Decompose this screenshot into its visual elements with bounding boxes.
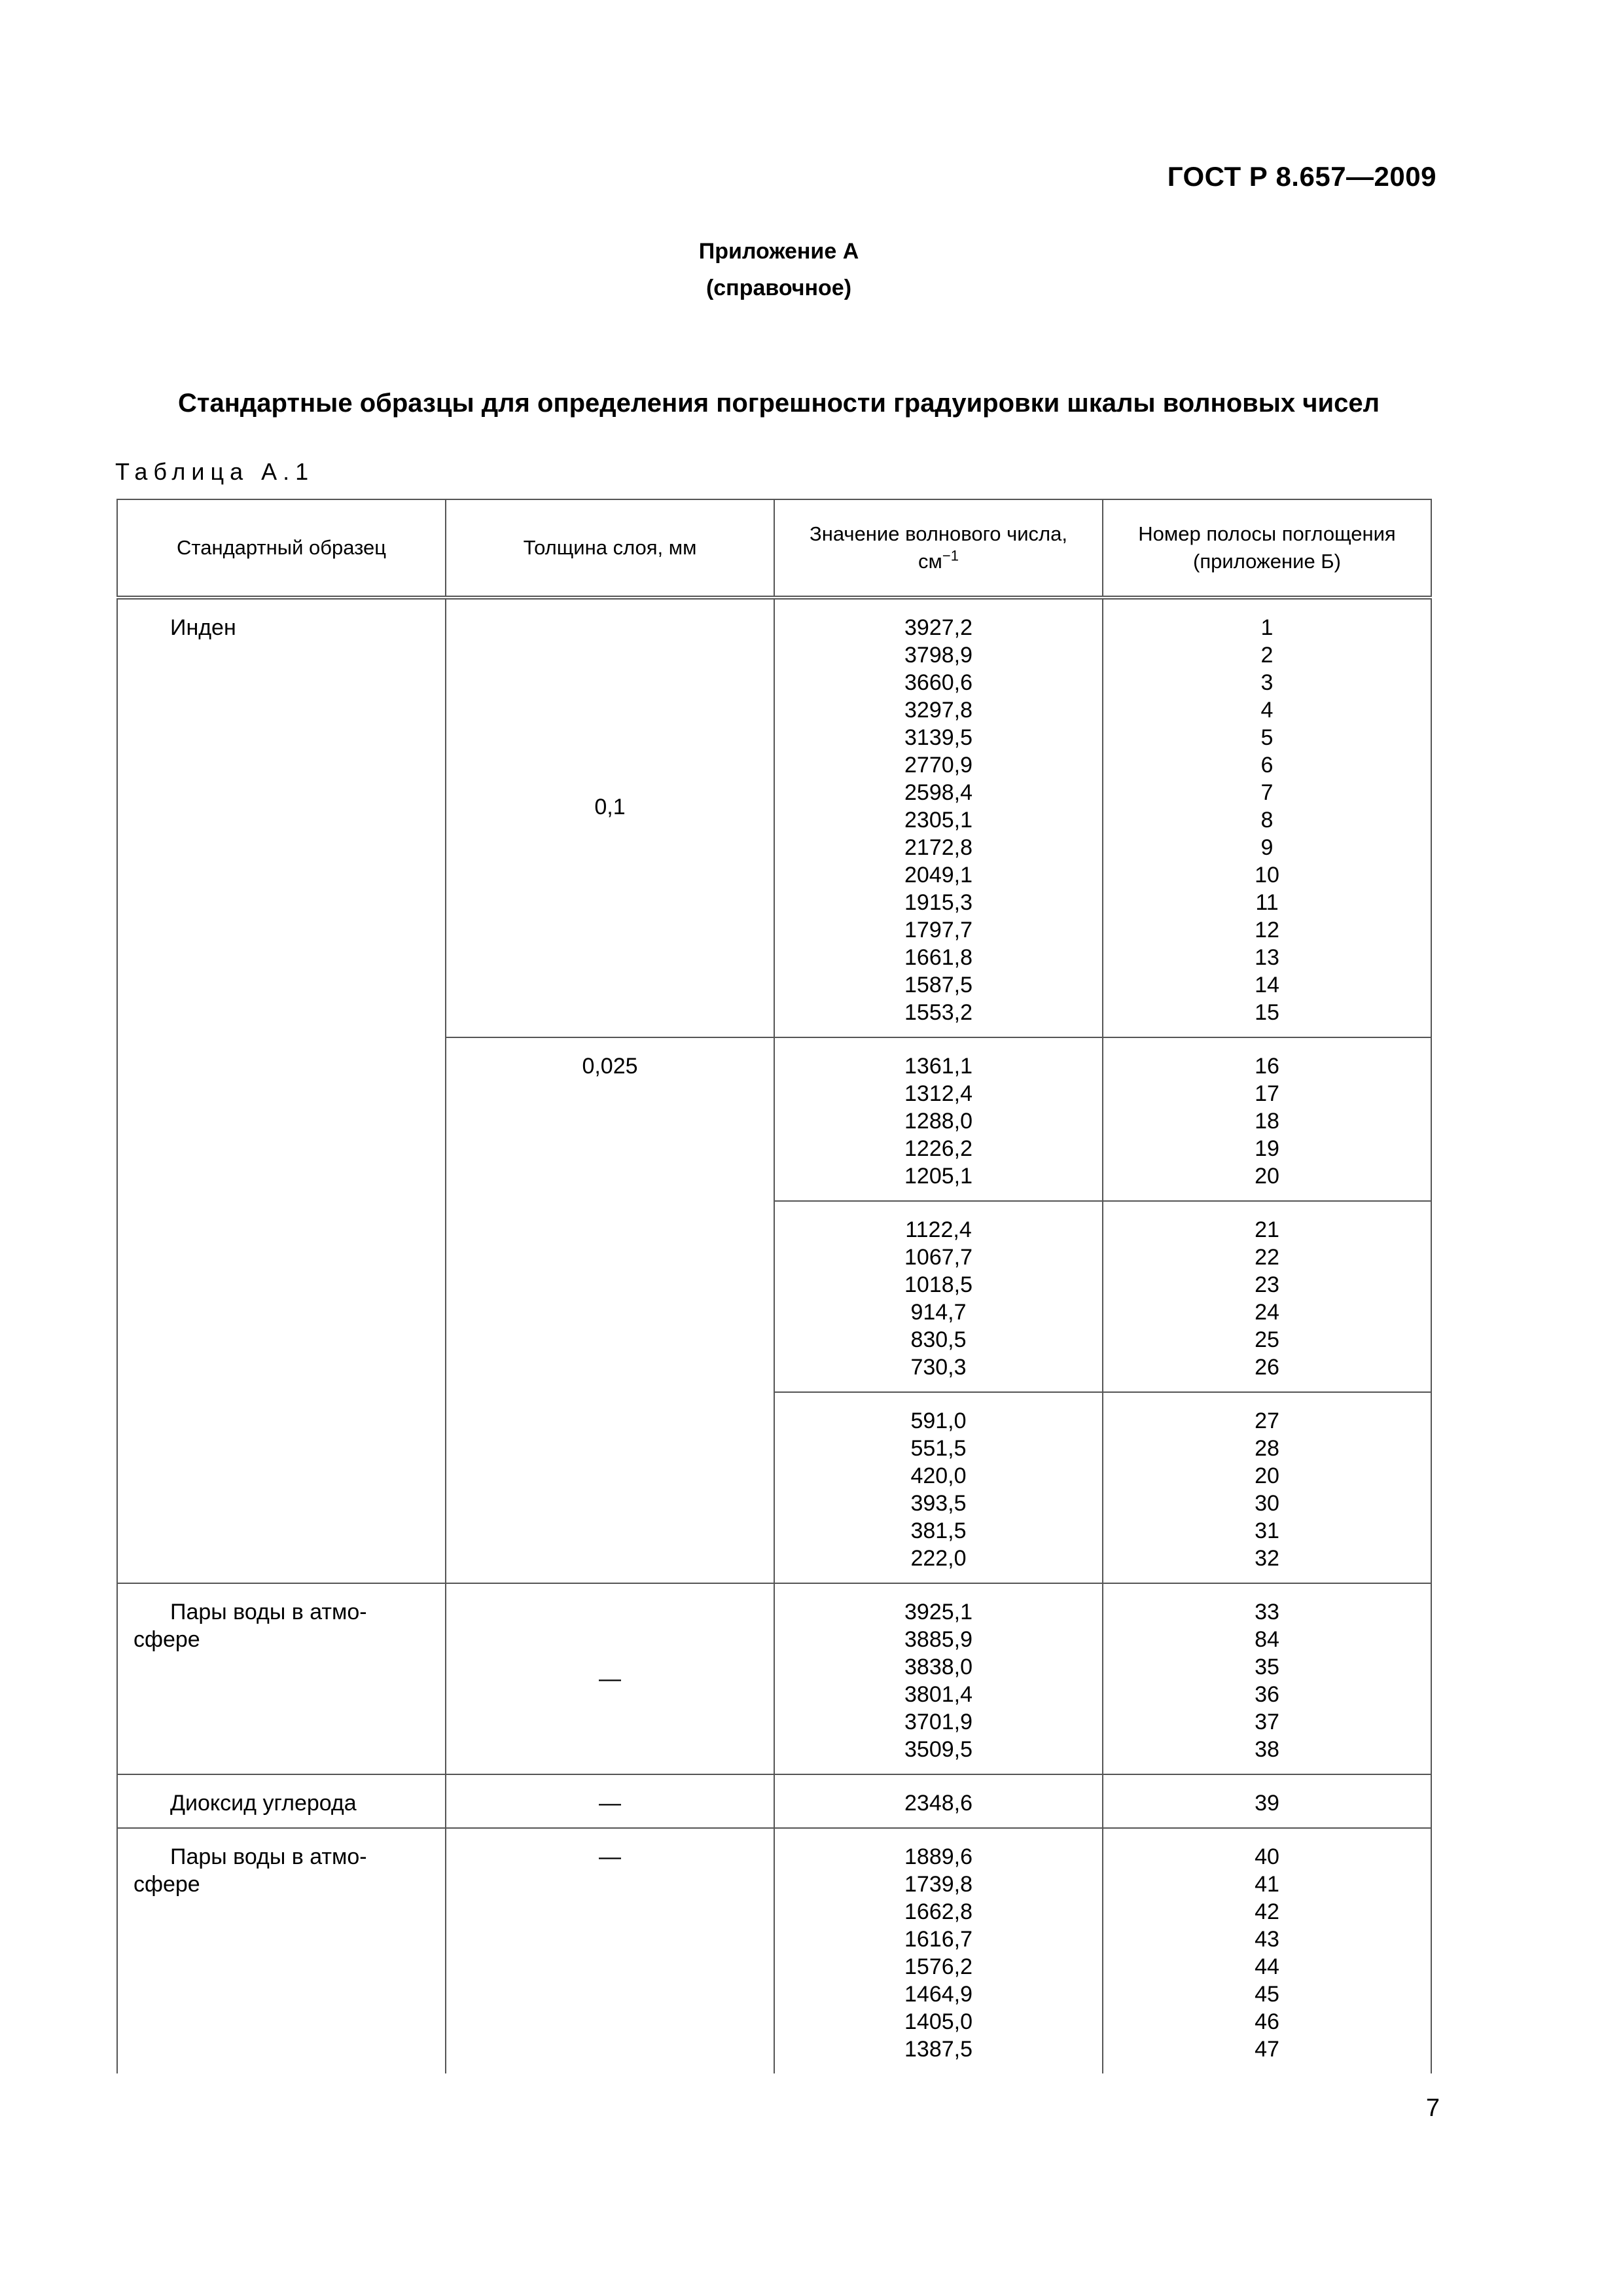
- band-number: 24: [1255, 1300, 1279, 1325]
- band-number: 1: [1260, 615, 1274, 640]
- wavenumber-value: 551,5: [910, 1436, 967, 1461]
- wavenumber-value: 3660,6: [904, 670, 972, 695]
- wavenumber-table: [116, 499, 1432, 2073]
- sample-cell: [117, 1583, 446, 1774]
- band-cell: [1103, 1828, 1431, 2073]
- appendix-heading: [0, 233, 1558, 306]
- wavenumber-cell: [774, 1583, 1103, 1774]
- wavenumber-value: 1361,1: [904, 1054, 972, 1079]
- wavenumber-value: 1576,2: [904, 1954, 972, 1979]
- band-number: 36: [1255, 1682, 1279, 1707]
- table-header-row: [117, 499, 1431, 598]
- wavenumber-value: 591,0: [910, 1408, 967, 1433]
- wavenumber-value: 3801,4: [904, 1682, 972, 1707]
- wavenumber-value: 2172,8: [904, 835, 972, 860]
- band-number: 25: [1255, 1327, 1279, 1352]
- band-number: 2: [1260, 643, 1274, 668]
- thickness-value: —: [599, 1844, 621, 1869]
- wavenumber-value: 381,5: [910, 1518, 967, 1543]
- band-number: 38: [1255, 1737, 1279, 1762]
- wavenumber-cell: [774, 1774, 1103, 1828]
- band-cell: [1103, 598, 1431, 1037]
- band-number: 21: [1255, 1217, 1279, 1242]
- band-cell: [1103, 1037, 1431, 1201]
- wavenumber-value: 3297,8: [904, 698, 972, 723]
- wavenumber-value: 2049,1: [904, 863, 972, 888]
- header-sample: Стандартный образец: [117, 499, 446, 598]
- appendix-subtitle: (справочное): [705, 276, 852, 300]
- wavenumber-value: 914,7: [910, 1300, 967, 1325]
- page-number: 7: [1425, 2094, 1440, 2122]
- band-number: 42: [1255, 1899, 1279, 1924]
- wavenumber-value: 1205,1: [904, 1164, 972, 1189]
- band-number: 43: [1255, 1927, 1279, 1952]
- wavenumber-value: 2305,1: [904, 808, 972, 833]
- band-number: 37: [1255, 1710, 1279, 1734]
- band-number: 20: [1255, 1463, 1279, 1488]
- wavenumber-value: 3139,5: [904, 725, 972, 750]
- wavenumber-value: 3885,9: [904, 1627, 972, 1652]
- wavenumber-value: 1312,4: [904, 1081, 972, 1106]
- wavenumber-value: 1915,3: [904, 890, 972, 915]
- wavenumber-value: 2348,6: [904, 1791, 972, 1816]
- document-code: ГОСТ Р 8.657—2009: [1167, 161, 1436, 192]
- sample-name: Диоксид углерода: [170, 1791, 357, 1816]
- band-number: 32: [1255, 1546, 1279, 1571]
- thickness-value: 0,025: [582, 1054, 638, 1079]
- header-wavenumber-unit-sup: −1: [942, 547, 959, 564]
- wavenumber-cell: [774, 1201, 1103, 1392]
- thickness-cell: [446, 1583, 774, 1774]
- sample-name: Пары воды в атмо-сфере: [134, 1600, 367, 1652]
- wavenumber-value: 420,0: [910, 1463, 967, 1488]
- band-cell: [1103, 1392, 1431, 1583]
- wavenumber-value: 3838,0: [904, 1655, 972, 1679]
- band-cell: [1103, 1774, 1431, 1828]
- wavenumber-cell: [774, 1037, 1103, 1201]
- band-number: 33: [1255, 1600, 1279, 1624]
- band-number: 9: [1260, 835, 1274, 860]
- band-number: 6: [1260, 753, 1274, 778]
- wavenumber-cell: [774, 1828, 1103, 2073]
- wavenumber-value: 1288,0: [904, 1109, 972, 1134]
- wavenumber-value: 1797,7: [904, 918, 972, 942]
- wavenumber-cell: [774, 598, 1103, 1037]
- wavenumber-value: 1387,5: [904, 2037, 972, 2062]
- band-number: 7: [1260, 780, 1274, 805]
- band-number: 47: [1255, 2037, 1279, 2062]
- thickness-cell: [446, 598, 774, 1037]
- wavenumber-value: 1587,5: [904, 973, 972, 997]
- band-number: 3: [1260, 670, 1274, 695]
- band-number: 19: [1255, 1136, 1279, 1161]
- wavenumber-value: 1122,4: [905, 1217, 972, 1242]
- thickness-cell: [446, 1037, 774, 1583]
- table-row: [117, 1774, 1431, 1828]
- wavenumber-value: 393,5: [910, 1491, 967, 1516]
- band-number: 30: [1255, 1491, 1279, 1516]
- table-label: Таблица А.1: [115, 458, 315, 485]
- band-number: 16: [1255, 1054, 1279, 1079]
- band-number: 31: [1255, 1518, 1279, 1543]
- wavenumber-value: 3701,9: [904, 1710, 972, 1734]
- band-number: 15: [1255, 1000, 1279, 1025]
- band-number: 84: [1255, 1627, 1279, 1652]
- band-number: 14: [1255, 973, 1279, 997]
- wavenumber-value: 1067,7: [904, 1245, 972, 1270]
- wavenumber-value: 3798,9: [904, 643, 972, 668]
- band-number: 46: [1255, 2009, 1279, 2034]
- header-wavenumber-unit: см: [918, 550, 942, 573]
- band-number: 17: [1255, 1081, 1279, 1106]
- band-number: 4: [1260, 698, 1274, 723]
- wavenumber-value: 2770,9: [904, 753, 972, 778]
- sample-name: Инден: [170, 615, 236, 640]
- band-number: 45: [1255, 1982, 1279, 2007]
- band-number: 10: [1255, 863, 1279, 888]
- wavenumber-value: 1018,5: [904, 1272, 972, 1297]
- header-band: Номер полосы поглощения (приложение Б): [1103, 499, 1431, 598]
- band-number: 41: [1255, 1872, 1279, 1897]
- band-number: 26: [1255, 1355, 1279, 1380]
- band-number: 18: [1255, 1109, 1279, 1134]
- header-wavenumber: [774, 499, 1103, 598]
- thickness-value: 0,1: [594, 795, 626, 819]
- thickness-cell: [446, 1828, 774, 2073]
- band-number: 12: [1255, 918, 1279, 942]
- band-number: 11: [1255, 890, 1279, 915]
- thickness-value: —: [599, 1666, 621, 1691]
- wavenumber-value: 3925,1: [904, 1600, 972, 1624]
- band-number: 5: [1260, 725, 1274, 750]
- wavenumber-value: 1662,8: [904, 1899, 972, 1924]
- band-number: 23: [1255, 1272, 1279, 1297]
- table-row: [117, 598, 1431, 1037]
- wavenumber-value: 1616,7: [904, 1927, 972, 1952]
- wavenumber-cell: [774, 1392, 1103, 1583]
- wavenumber-value: 1889,6: [904, 1844, 972, 1869]
- band-number: 28: [1255, 1436, 1279, 1461]
- header-thickness: Толщина слоя, мм: [446, 499, 774, 598]
- band-cell: [1103, 1583, 1431, 1774]
- wavenumber-value: 730,3: [910, 1355, 967, 1380]
- wavenumber-value: 1464,9: [904, 1982, 972, 2007]
- sample-name: Пары воды в атмо-сфере: [134, 1844, 367, 1897]
- band-number: 22: [1255, 1245, 1279, 1270]
- appendix-title: Приложение А: [698, 239, 859, 264]
- band-number: 35: [1255, 1655, 1279, 1679]
- band-number: 39: [1255, 1791, 1279, 1816]
- band-cell: [1103, 1201, 1431, 1392]
- band-number: 27: [1255, 1408, 1279, 1433]
- sample-cell: [117, 598, 446, 1583]
- band-number: 40: [1255, 1844, 1279, 1869]
- wavenumber-value: 1739,8: [904, 1872, 972, 1897]
- wavenumber-value: 830,5: [910, 1327, 967, 1352]
- wavenumber-value: 3927,2: [904, 615, 972, 640]
- wavenumber-value: 3509,5: [904, 1737, 972, 1762]
- thickness-cell: [446, 1774, 774, 1828]
- sample-cell: [117, 1828, 446, 2073]
- band-number: 13: [1255, 945, 1279, 970]
- page-title: Стандартные образцы для определения погрешности градуировки шкалы волновых чисел: [178, 389, 1380, 418]
- band-number: 8: [1260, 808, 1274, 833]
- wavenumber-value: 1226,2: [904, 1136, 972, 1161]
- wavenumber-value: 1553,2: [904, 1000, 972, 1025]
- band-number: 20: [1255, 1164, 1279, 1189]
- table-row: [117, 1828, 1431, 2073]
- band-number: 44: [1255, 1954, 1279, 1979]
- table-row: [117, 1583, 1431, 1774]
- header-wavenumber-label: Значение волнового числа,: [810, 522, 1067, 545]
- wavenumber-value: 2598,4: [904, 780, 972, 805]
- wavenumber-value: 1661,8: [904, 945, 972, 970]
- wavenumber-value: 1405,0: [904, 2009, 972, 2034]
- wavenumber-value: 222,0: [910, 1546, 967, 1571]
- sample-cell: [117, 1774, 446, 1828]
- thickness-value: —: [599, 1791, 621, 1816]
